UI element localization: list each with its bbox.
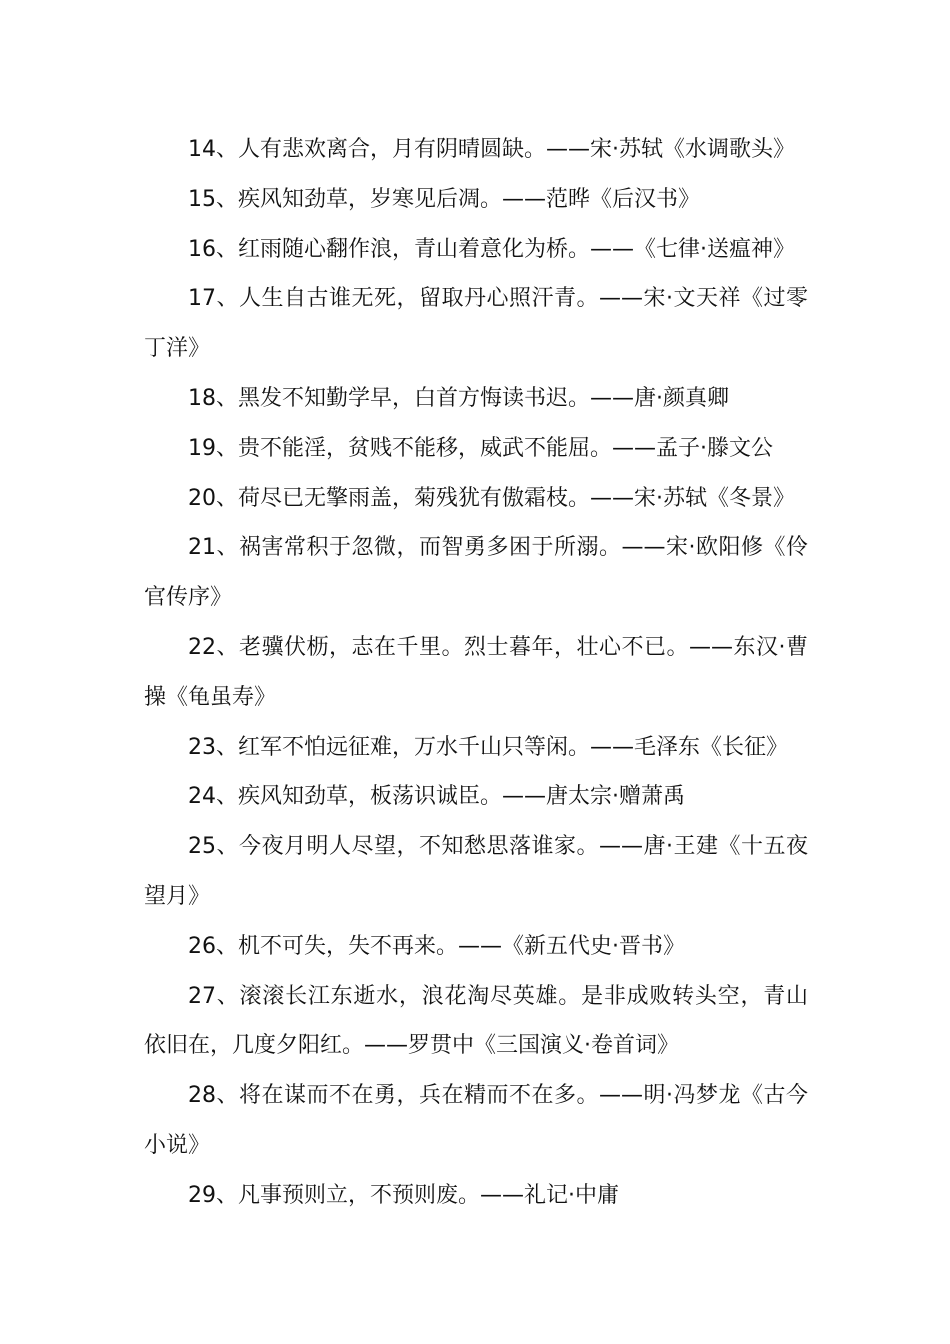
quote-entry-26: 26、机不可失，失不再来。——《新五代史·晋书》: [188, 933, 685, 959]
quote-entry-28: 28、将在谋而不在勇，兵在精而不在多。——明·冯梦龙《古今小说》: [144, 1083, 808, 1158]
quote-entry-16: 16、红雨随心翻作浪，青山着意化为桥。——《七律·送瘟神》: [188, 236, 795, 262]
quote-entry-22: 22、老骥伏枥，志在千里。烈士暮年，壮心不已。——东汉·曹操《龟虽寿》: [144, 634, 808, 710]
quote-entry-14: 14、人有悲欢离合，月有阴晴圆缺。——宋·苏轼《水调歌头》: [188, 137, 795, 162]
quote-entry-27: 27、滚滚长江东逝水，浪花淘尽英雄。是非成败转头空，青山依旧在，几度夕阳红。——罗贯中《三国演义·卷首词》: [144, 983, 808, 1059]
quote-entry-19: 19、贵不能淫，贫贱不能移，威武不能屈。——孟子·滕文公: [188, 435, 773, 461]
quote-entry-17: 17、人生自古谁无死，留取丹心照汗青。——宋·文天祥《过零丁洋》: [144, 286, 808, 362]
quote-entry-18: 18、黑发不知勤学早，白首方悔读书迟。——唐·颜真卿: [188, 385, 729, 411]
quote-list: [144, 125, 808, 1221]
quote-entry-21: 21、祸害常积于忽微，而智勇多困于所溺。——宋·欧阳修《伶官传序》: [144, 535, 808, 611]
quote-entry-23: 23、红军不怕远征难，万水千山只等闲。——毛泽东《长征》: [188, 734, 788, 760]
quote-entry-24: 24、疾风知劲草，板荡识诚臣。——唐太宗·赠萧禹: [188, 784, 685, 810]
quote-entry-25: 25、今夜月明人尽望，不知愁思落谁家。——唐·王建《十五夜望月》: [144, 834, 808, 909]
quote-entry-20: 20、荷尽已无擎雨盖，菊残犹有傲霜枝。——宋·苏轼《冬景》: [188, 485, 795, 511]
quote-entry-29: 29、凡事预则立，不预则废。——礼记·中庸: [188, 1182, 619, 1208]
quote-entry-15: 15、疾风知劲草，岁寒见后凋。——范晔《后汉书》: [188, 186, 700, 212]
